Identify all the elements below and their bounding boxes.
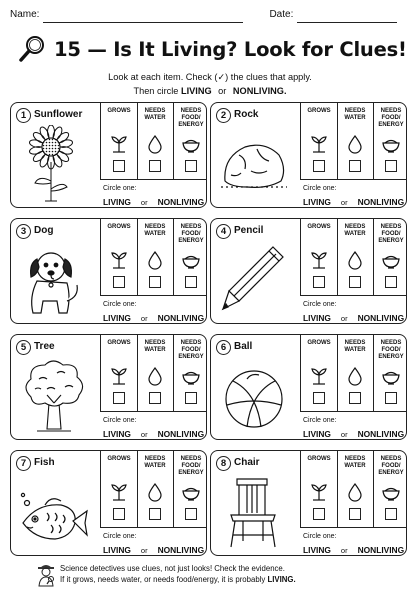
instructions-living: LIVING: [180, 86, 212, 96]
living-option[interactable]: LIVING: [303, 545, 331, 555]
clue-column-needs-water: [337, 219, 373, 295]
detective-icon: [36, 561, 56, 587]
checkbox-needs-water[interactable]: [349, 160, 361, 172]
dog-icon: [17, 241, 91, 319]
sprout-icon: [109, 482, 129, 502]
living-choice: [303, 545, 404, 555]
item-number: 1: [16, 108, 31, 123]
checkbox-grows[interactable]: [113, 508, 125, 520]
divider: [100, 527, 206, 528]
clue-column-grows: [301, 335, 337, 411]
or-label: or: [340, 198, 348, 207]
pencil-icon: [217, 241, 291, 319]
item-card: [10, 450, 207, 556]
clue-header-needs-water: NEEDS WATER: [144, 224, 166, 237]
instructions-nonliving: NONLIVING.: [232, 86, 287, 96]
nonliving-option[interactable]: NONLIVING: [357, 197, 405, 207]
page-title: 15 — Is It Living? Look for Clues!: [54, 37, 407, 61]
item-number: 6: [216, 340, 231, 355]
checkbox-needs-water[interactable]: [349, 508, 361, 520]
clue-header-needs-water: NEEDS WATER: [344, 224, 366, 237]
fish-icon: [17, 473, 91, 551]
water-drop-icon: [345, 366, 365, 386]
clue-header-needs-water: NEEDS WATER: [344, 456, 366, 469]
instructions-line-2: [0, 84, 420, 98]
sprout-icon: [309, 134, 329, 154]
item-number: 5: [16, 340, 31, 355]
clue-column-needs-water: [137, 103, 173, 179]
food-bowl-icon: [381, 366, 401, 386]
divider: [300, 527, 406, 528]
item-card: [10, 334, 207, 440]
clue-header-grows: GROWS: [307, 108, 331, 114]
clue-header-needs-food: NEEDS FOOD/ ENERGY: [178, 456, 204, 476]
item-number: 7: [16, 456, 31, 471]
item-card: [210, 334, 407, 440]
clue-column-needs-water: [137, 335, 173, 411]
item-name: Dog: [34, 225, 54, 236]
living-option[interactable]: LIVING: [303, 429, 331, 439]
water-drop-icon: [345, 250, 365, 270]
clue-column-grows: [101, 219, 137, 295]
item-card: [210, 102, 407, 208]
clue-header-grows: GROWS: [307, 340, 331, 346]
circle-one-label: Circle one:: [303, 533, 337, 540]
checkbox-needs-food[interactable]: [385, 508, 397, 520]
tree-icon: [17, 357, 91, 435]
clue-column-needs-water: [137, 451, 173, 527]
clue-header-needs-water: NEEDS WATER: [344, 108, 366, 121]
nonliving-option[interactable]: NONLIVING: [357, 313, 405, 323]
checkbox-needs-water[interactable]: [149, 276, 161, 288]
checkbox-grows[interactable]: [313, 160, 325, 172]
circle-one-label: Circle one:: [303, 185, 337, 192]
or-label: or: [140, 430, 148, 439]
item-card: [210, 450, 407, 556]
or-label: or: [140, 198, 148, 207]
circle-one-label: Circle one:: [103, 417, 137, 424]
checkbox-grows[interactable]: [313, 276, 325, 288]
footer-line-1: Science detectives use clues, not just looks! Check the evidence.: [60, 564, 285, 573]
sprout-icon: [309, 482, 329, 502]
name-label: Name:: [10, 9, 40, 20]
title-row: [18, 34, 410, 64]
food-bowl-icon: [381, 250, 401, 270]
clue-header-needs-food: NEEDS FOOD/ ENERGY: [178, 340, 204, 360]
water-drop-icon: [145, 366, 165, 386]
clue-column-needs-food: [373, 451, 409, 527]
living-choice: [303, 429, 404, 439]
checkbox-grows[interactable]: [113, 276, 125, 288]
circle-one-label: Circle one:: [103, 301, 137, 308]
living-choice: [103, 429, 204, 439]
living-choice: [103, 545, 204, 555]
clue-column-grows: [301, 219, 337, 295]
food-bowl-icon: [381, 482, 401, 502]
clue-header-needs-food: NEEDS FOOD/ ENERGY: [378, 108, 404, 128]
water-drop-icon: [145, 250, 165, 270]
living-option[interactable]: LIVING: [303, 313, 331, 323]
sprout-icon: [109, 366, 129, 386]
footer-note: [60, 563, 416, 585]
living-option[interactable]: LIVING: [103, 313, 131, 323]
checkbox-grows[interactable]: [313, 508, 325, 520]
divider: [300, 295, 406, 296]
clue-header-needs-food: NEEDS FOOD/ ENERGY: [178, 224, 204, 244]
living-option[interactable]: LIVING: [103, 545, 131, 555]
checkbox-needs-food[interactable]: [185, 392, 197, 404]
checkbox-grows[interactable]: [113, 160, 125, 172]
living-option[interactable]: LIVING: [103, 197, 131, 207]
divider: [100, 179, 206, 180]
clue-column-grows: [101, 335, 137, 411]
checkbox-needs-food[interactable]: [185, 508, 197, 520]
living-option[interactable]: LIVING: [303, 197, 331, 207]
or-label: or: [340, 430, 348, 439]
clue-header-needs-food: NEEDS FOOD/ ENERGY: [178, 108, 204, 128]
nonliving-option[interactable]: NONLIVING: [157, 429, 205, 439]
clue-header-grows: GROWS: [107, 456, 131, 462]
divider: [100, 295, 206, 296]
clue-column-needs-water: [337, 103, 373, 179]
water-drop-icon: [145, 482, 165, 502]
item-name: Chair: [234, 457, 260, 468]
ball-icon: [217, 357, 291, 435]
clue-column-grows: [101, 103, 137, 179]
circle-one-label: Circle one:: [303, 301, 337, 308]
clue-header-needs-water: NEEDS WATER: [144, 108, 166, 121]
clue-column-needs-food: [373, 103, 409, 179]
date-label: Date:: [269, 9, 294, 20]
footer-line-2-bold: LIVING.: [267, 575, 296, 584]
clue-column-needs-water: [337, 451, 373, 527]
clue-column-needs-food: [173, 103, 209, 179]
sunflower-icon: [17, 125, 91, 203]
clue-column-needs-food: [173, 219, 209, 295]
checkbox-needs-water[interactable]: [349, 392, 361, 404]
clue-column-needs-food: [373, 219, 409, 295]
clue-header-needs-water: NEEDS WATER: [144, 456, 166, 469]
item-name: Tree: [34, 341, 55, 352]
checkbox-needs-food[interactable]: [185, 276, 197, 288]
instructions: [0, 70, 420, 98]
clue-header-grows: GROWS: [107, 224, 131, 230]
clue-column-grows: [101, 451, 137, 527]
nonliving-option[interactable]: NONLIVING: [357, 429, 405, 439]
footer-line-2: [60, 574, 416, 585]
clue-header-grows: GROWS: [307, 224, 331, 230]
living-option[interactable]: LIVING: [103, 429, 131, 439]
clue-header-grows: GROWS: [307, 456, 331, 462]
checkbox-needs-food[interactable]: [385, 392, 397, 404]
divider: [300, 411, 406, 412]
food-bowl-icon: [181, 366, 201, 386]
clue-header-grows: GROWS: [107, 340, 131, 346]
food-bowl-icon: [181, 134, 201, 154]
clue-column-needs-food: [173, 451, 209, 527]
header-row: [10, 9, 410, 25]
clue-header-needs-water: NEEDS WATER: [144, 340, 166, 353]
clue-column-grows: [301, 451, 337, 527]
rock-icon: [217, 125, 291, 203]
nonliving-option[interactable]: NONLIVING: [157, 545, 205, 555]
item-number: 8: [216, 456, 231, 471]
item-name: Ball: [234, 341, 253, 352]
nonliving-option[interactable]: NONLIVING: [157, 313, 205, 323]
checkbox-needs-food[interactable]: [385, 160, 397, 172]
date-field[interactable]: [297, 11, 397, 23]
food-bowl-icon: [381, 134, 401, 154]
clue-column-grows: [301, 103, 337, 179]
clue-column-needs-food: [373, 335, 409, 411]
name-field[interactable]: [43, 11, 243, 23]
clue-column-needs-water: [137, 219, 173, 295]
footer-line-2-text: If it grows, needs water, or needs food/energy, it is probably: [60, 575, 266, 584]
sprout-icon: [109, 250, 129, 270]
or-label: or: [340, 314, 348, 323]
item-card: [10, 102, 207, 208]
chair-icon: [217, 473, 291, 551]
sprout-icon: [109, 134, 129, 154]
living-choice: [303, 313, 404, 323]
water-drop-icon: [345, 482, 365, 502]
instructions-prefix: Then circle: [133, 86, 179, 96]
checkbox-grows[interactable]: [113, 392, 125, 404]
clue-header-needs-food: NEEDS FOOD/ ENERGY: [378, 340, 404, 360]
clue-header-needs-food: NEEDS FOOD/ ENERGY: [378, 456, 404, 476]
nonliving-option[interactable]: NONLIVING: [357, 545, 405, 555]
item-name: Rock: [234, 109, 259, 120]
nonliving-option[interactable]: NONLIVING: [157, 197, 205, 207]
living-choice: [103, 197, 204, 207]
living-choice: [103, 313, 204, 323]
item-name: Fish: [34, 457, 55, 468]
water-drop-icon: [145, 134, 165, 154]
item-number: 2: [216, 108, 231, 123]
circle-one-label: Circle one:: [103, 185, 137, 192]
water-drop-icon: [345, 134, 365, 154]
clue-column-needs-water: [337, 335, 373, 411]
divider: [100, 411, 206, 412]
checkbox-needs-water[interactable]: [149, 508, 161, 520]
food-bowl-icon: [181, 482, 201, 502]
checkbox-needs-food[interactable]: [385, 276, 397, 288]
magnifier-icon: [18, 35, 46, 63]
sprout-icon: [309, 250, 329, 270]
living-choice: [303, 197, 404, 207]
checkbox-grows[interactable]: [313, 392, 325, 404]
checkbox-needs-water[interactable]: [149, 160, 161, 172]
or-label: or: [140, 546, 148, 555]
clue-header-needs-food: NEEDS FOOD/ ENERGY: [378, 224, 404, 244]
or-label: or: [140, 314, 148, 323]
checkbox-needs-water[interactable]: [349, 276, 361, 288]
circle-one-label: Circle one:: [103, 533, 137, 540]
item-card: [10, 218, 207, 324]
checkbox-needs-water[interactable]: [149, 392, 161, 404]
item-card: [210, 218, 407, 324]
circle-one-label: Circle one:: [303, 417, 337, 424]
item-number: 3: [16, 224, 31, 239]
food-bowl-icon: [181, 250, 201, 270]
divider: [300, 179, 406, 180]
clue-header-grows: GROWS: [107, 108, 131, 114]
clue-header-needs-water: NEEDS WATER: [344, 340, 366, 353]
instructions-line-1: Look at each item. Check (✓) the clues that apply.: [108, 72, 312, 82]
clue-column-needs-food: [173, 335, 209, 411]
item-number: 4: [216, 224, 231, 239]
item-name: Sunflower: [34, 109, 83, 120]
item-name: Pencil: [234, 225, 264, 236]
or-label: or: [340, 546, 348, 555]
checkbox-needs-food[interactable]: [185, 160, 197, 172]
sprout-icon: [309, 366, 329, 386]
instructions-or: or: [218, 86, 227, 96]
